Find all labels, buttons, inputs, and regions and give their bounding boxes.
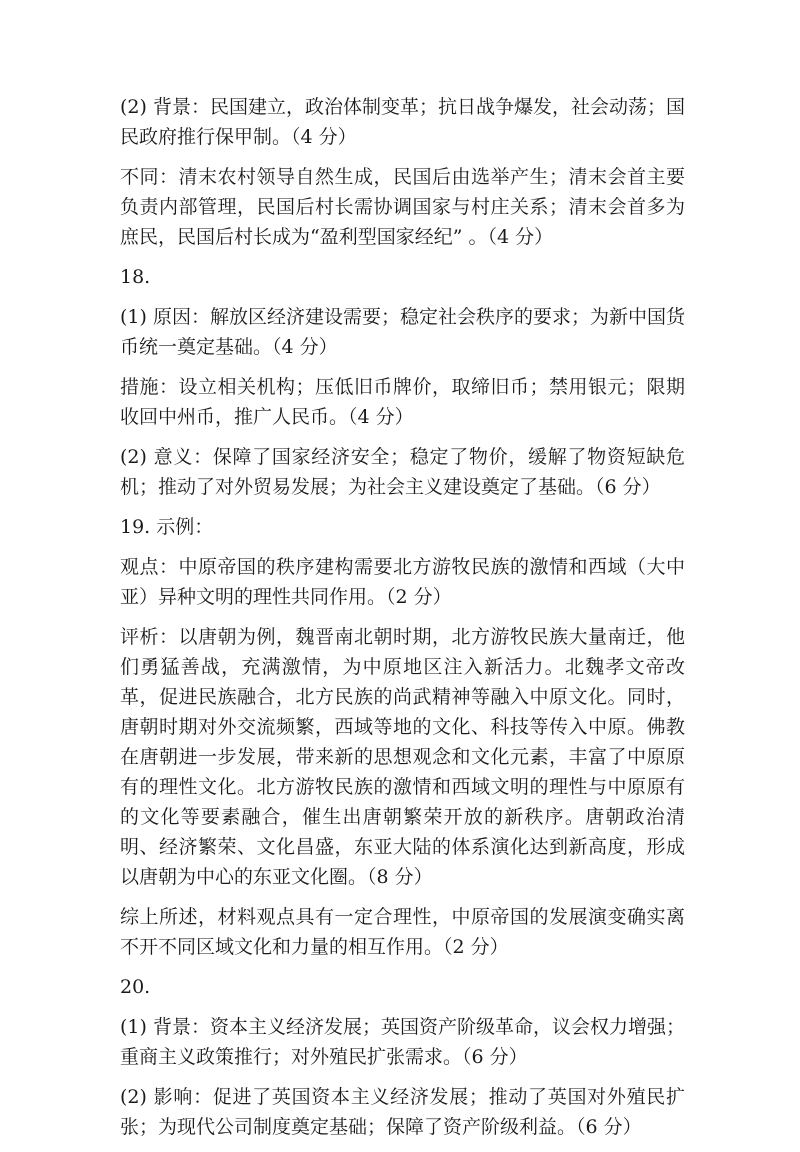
question-number-19: 19. 示例： <box>120 516 214 538</box>
answer-17-2-background: (2) 背景：民国建立，政治体制变革；抗日战争爆发，社会动荡；国民政府推行保甲制。（4 分） <box>120 96 685 148</box>
answer-20-2-impact: (2) 影响：促进了英国资本主义经济发展；推动了英国对外殖民扩张；为现代公司制度奠定基础；保障了资产阶级利益。（6 分） <box>120 1086 685 1138</box>
answer-18-2-significance: (2) 意义：保障了国家经济安全；稳定了物价，缓解了物资短缺危机；推动了对外贸易发展；为社会主义建设奠定了基础。（6 分） <box>120 446 685 498</box>
answer-17-2-difference: 不同：清末农村领导自然生成，民国后由选举产生；清末会首主要负责内部管理，民国后村长需协调国家与村庄关系；清末会首多为庶民，民国后村长成为“盈利型国家经纪” 。（4 分） <box>120 166 685 248</box>
document-page <box>120 92 685 1152</box>
answer-20-1-background: (1) 背景：资本主义经济发展；英国资产阶级革命，议会权力增强；重商主义政策推行；对外殖民扩张需求。（6 分） <box>120 1016 685 1068</box>
answer-18-1-measures: 措施：设立相关机构；压低旧币牌价，取缔旧币；禁用银元；限期收回中州币，推广人民币。（4 分） <box>120 376 685 428</box>
answer-19-analysis: 评析：以唐朝为例，魏晋南北朝时期，北方游牧民族大量南迁，他们勇猛善战，充满激情，为中原地区注入新活力。北魏孝文帝改革，促进民族融合，北方民族的尚武精神等融入中原文化。同时，唐朝时期对外交流频繁，西域等地的文化、科技等传入中原。佛教在唐朝进一步发展，带来新的思想观念和文化元素，丰富了中原原有的理性文化。北方游牧民族的激情和西域文明的理性与中原原有的文化等要素融合，催生出唐朝繁荣开放的新秩序。唐朝政治清明、经济繁荣、文化昌盛，东亚大陆的体系演化达到新高度，形成以唐朝为中心的东亚文化圈。（8 分） <box>120 626 685 888</box>
answer-18-1-reasons: (1) 原因：解放区经济建设需要；稳定社会秩序的要求；为新中国货币统一奠定基础。（4 分） <box>120 306 685 358</box>
answer-19-conclusion: 综上所述，材料观点具有一定合理性，中原帝国的发展演变确实离不开不同区域文化和力量的相互作用。（2 分） <box>120 906 685 958</box>
question-number-18: 18. <box>120 266 151 288</box>
question-number-20: 20. <box>120 976 151 998</box>
answer-19-viewpoint: 观点：中原帝国的秩序建构需要北方游牧民族的激情和西域（大中亚）异种文明的理性共同作用。（2 分） <box>120 556 685 608</box>
